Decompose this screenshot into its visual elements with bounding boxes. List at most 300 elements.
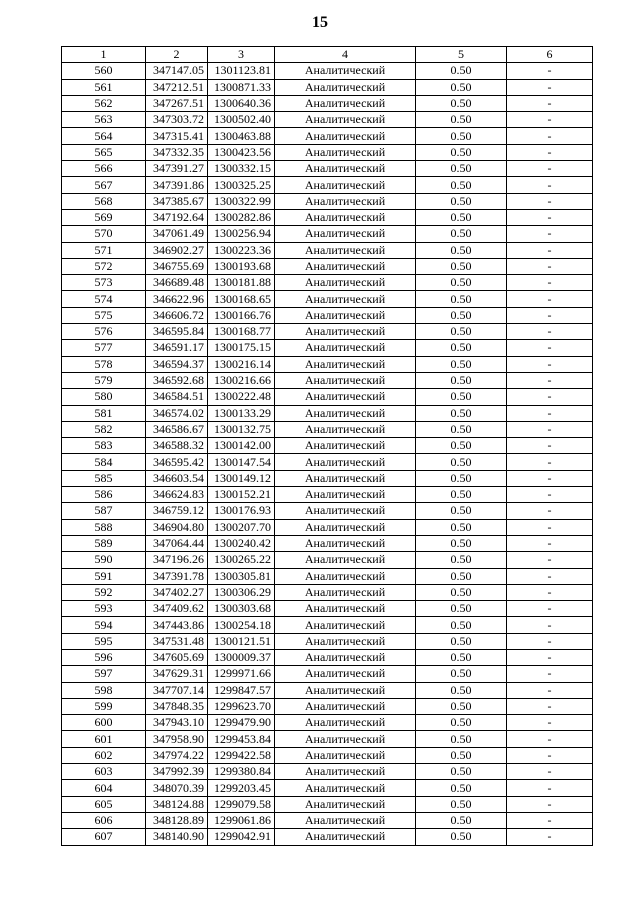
- table-row: [62, 421, 593, 437]
- table-row: [62, 438, 593, 454]
- x-coordinate-cell: 347192.64: [146, 209, 208, 225]
- note-cell: -: [507, 633, 593, 649]
- table-row: [62, 584, 593, 600]
- x-coordinate-cell: 347848.35: [146, 698, 208, 714]
- point-number-cell: 571: [62, 242, 146, 258]
- note-cell: -: [507, 324, 593, 340]
- y-coordinate-cell: 1299042.91: [208, 829, 275, 845]
- x-coordinate-cell: 346574.02: [146, 405, 208, 421]
- point-number-cell: 598: [62, 682, 146, 698]
- method-cell: Аналитический: [275, 356, 416, 372]
- table-row: [62, 161, 593, 177]
- y-coordinate-cell: 1300181.88: [208, 275, 275, 291]
- method-cell: Аналитический: [275, 454, 416, 470]
- point-number-cell: 587: [62, 503, 146, 519]
- note-cell: -: [507, 470, 593, 486]
- y-coordinate-cell: 1299422.58: [208, 747, 275, 763]
- table-row: [62, 568, 593, 584]
- y-coordinate-cell: 1300168.77: [208, 324, 275, 340]
- method-cell: Аналитический: [275, 764, 416, 780]
- point-number-cell: 568: [62, 193, 146, 209]
- point-number-cell: 565: [62, 144, 146, 160]
- accuracy-cell: 0.50: [416, 405, 507, 421]
- x-coordinate-cell: 347061.49: [146, 226, 208, 242]
- x-coordinate-cell: 348140.90: [146, 829, 208, 845]
- y-coordinate-cell: 1300265.22: [208, 552, 275, 568]
- note-cell: -: [507, 144, 593, 160]
- table-row: [62, 552, 593, 568]
- method-cell: Аналитический: [275, 372, 416, 388]
- y-coordinate-cell: 1300147.54: [208, 454, 275, 470]
- point-number-cell: 561: [62, 79, 146, 95]
- x-coordinate-cell: 346606.72: [146, 307, 208, 323]
- accuracy-cell: 0.50: [416, 275, 507, 291]
- y-coordinate-cell: 1300640.36: [208, 95, 275, 111]
- method-cell: Аналитический: [275, 698, 416, 714]
- table-row: [62, 372, 593, 388]
- x-coordinate-cell: 346591.17: [146, 340, 208, 356]
- x-coordinate-cell: 347315.41: [146, 128, 208, 144]
- method-cell: Аналитический: [275, 275, 416, 291]
- y-coordinate-cell: 1300133.29: [208, 405, 275, 421]
- point-number-cell: 591: [62, 568, 146, 584]
- accuracy-cell: 0.50: [416, 470, 507, 486]
- note-cell: -: [507, 552, 593, 568]
- accuracy-cell: 0.50: [416, 242, 507, 258]
- accuracy-cell: 0.50: [416, 389, 507, 405]
- accuracy-cell: 0.50: [416, 503, 507, 519]
- y-coordinate-cell: 1300322.99: [208, 193, 275, 209]
- method-cell: Аналитический: [275, 796, 416, 812]
- method-cell: Аналитический: [275, 79, 416, 95]
- table-row: [62, 503, 593, 519]
- method-cell: Аналитический: [275, 95, 416, 111]
- y-coordinate-cell: 1300132.75: [208, 421, 275, 437]
- point-number-cell: 588: [62, 519, 146, 535]
- accuracy-cell: 0.50: [416, 829, 507, 845]
- accuracy-cell: 0.50: [416, 226, 507, 242]
- point-number-cell: 573: [62, 275, 146, 291]
- accuracy-cell: 0.50: [416, 747, 507, 763]
- x-coordinate-cell: 347605.69: [146, 649, 208, 665]
- method-cell: Аналитический: [275, 568, 416, 584]
- table-row: [62, 780, 593, 796]
- method-cell: Аналитический: [275, 487, 416, 503]
- y-coordinate-cell: 1300240.42: [208, 535, 275, 551]
- accuracy-cell: 0.50: [416, 324, 507, 340]
- accuracy-cell: 0.50: [416, 584, 507, 600]
- note-cell: -: [507, 63, 593, 79]
- point-number-cell: 601: [62, 731, 146, 747]
- x-coordinate-cell: 347443.86: [146, 617, 208, 633]
- table-row: [62, 291, 593, 307]
- accuracy-cell: 0.50: [416, 209, 507, 225]
- point-number-cell: 590: [62, 552, 146, 568]
- x-coordinate-cell: 346622.96: [146, 291, 208, 307]
- point-number-cell: 600: [62, 715, 146, 731]
- x-coordinate-cell: 346595.42: [146, 454, 208, 470]
- accuracy-cell: 0.50: [416, 568, 507, 584]
- point-number-cell: 604: [62, 780, 146, 796]
- table-row: [62, 79, 593, 95]
- point-number-cell: 606: [62, 812, 146, 828]
- accuracy-cell: 0.50: [416, 144, 507, 160]
- accuracy-cell: 0.50: [416, 307, 507, 323]
- accuracy-cell: 0.50: [416, 682, 507, 698]
- note-cell: -: [507, 242, 593, 258]
- y-coordinate-cell: 1300332.15: [208, 161, 275, 177]
- y-coordinate-cell: 1299380.84: [208, 764, 275, 780]
- point-number-cell: 564: [62, 128, 146, 144]
- method-cell: Аналитический: [275, 584, 416, 600]
- accuracy-cell: 0.50: [416, 617, 507, 633]
- x-coordinate-cell: 346904.80: [146, 519, 208, 535]
- table-row: [62, 144, 593, 160]
- y-coordinate-cell: 1300149.12: [208, 470, 275, 486]
- method-cell: Аналитический: [275, 144, 416, 160]
- y-coordinate-cell: 1299623.70: [208, 698, 275, 714]
- x-coordinate-cell: 347332.35: [146, 144, 208, 160]
- method-cell: Аналитический: [275, 829, 416, 845]
- method-cell: Аналитический: [275, 715, 416, 731]
- y-coordinate-cell: 1300463.88: [208, 128, 275, 144]
- y-coordinate-cell: 1300254.18: [208, 617, 275, 633]
- y-coordinate-cell: 1299203.45: [208, 780, 275, 796]
- accuracy-cell: 0.50: [416, 421, 507, 437]
- y-coordinate-cell: 1299971.66: [208, 666, 275, 682]
- x-coordinate-cell: 346594.37: [146, 356, 208, 372]
- method-cell: Аналитический: [275, 519, 416, 535]
- x-coordinate-cell: 346603.54: [146, 470, 208, 486]
- note-cell: -: [507, 307, 593, 323]
- table-row: [62, 829, 593, 845]
- note-cell: -: [507, 682, 593, 698]
- x-coordinate-cell: 346586.67: [146, 421, 208, 437]
- y-coordinate-cell: 1300282.86: [208, 209, 275, 225]
- x-coordinate-cell: 346592.68: [146, 372, 208, 388]
- accuracy-cell: 0.50: [416, 128, 507, 144]
- y-coordinate-cell: 1300423.56: [208, 144, 275, 160]
- method-cell: Аналитический: [275, 258, 416, 274]
- point-number-cell: 592: [62, 584, 146, 600]
- method-cell: Аналитический: [275, 226, 416, 242]
- y-coordinate-cell: 1300142.00: [208, 438, 275, 454]
- point-number-cell: 602: [62, 747, 146, 763]
- point-number-cell: 603: [62, 764, 146, 780]
- x-coordinate-cell: 347385.67: [146, 193, 208, 209]
- accuracy-cell: 0.50: [416, 340, 507, 356]
- point-number-cell: 582: [62, 421, 146, 437]
- page-number: 15: [312, 14, 328, 31]
- note-cell: -: [507, 389, 593, 405]
- note-cell: -: [507, 715, 593, 731]
- accuracy-cell: 0.50: [416, 454, 507, 470]
- point-number-cell: 589: [62, 535, 146, 551]
- method-cell: Аналитический: [275, 340, 416, 356]
- y-coordinate-cell: 1300325.25: [208, 177, 275, 193]
- y-coordinate-cell: 1300256.94: [208, 226, 275, 242]
- method-cell: Аналитический: [275, 470, 416, 486]
- method-cell: Аналитический: [275, 747, 416, 763]
- coordinates-table: [61, 46, 593, 846]
- note-cell: -: [507, 617, 593, 633]
- y-coordinate-cell: 1300176.93: [208, 503, 275, 519]
- y-coordinate-cell: 1299079.58: [208, 796, 275, 812]
- table-row: [62, 519, 593, 535]
- note-cell: -: [507, 503, 593, 519]
- table-row: [62, 340, 593, 356]
- note-cell: -: [507, 372, 593, 388]
- table-row: [62, 193, 593, 209]
- point-number-cell: 583: [62, 438, 146, 454]
- method-cell: Аналитический: [275, 649, 416, 665]
- point-number-cell: 605: [62, 796, 146, 812]
- note-cell: -: [507, 128, 593, 144]
- accuracy-cell: 0.50: [416, 258, 507, 274]
- accuracy-cell: 0.50: [416, 731, 507, 747]
- note-cell: -: [507, 649, 593, 665]
- table-row: [62, 112, 593, 128]
- y-coordinate-cell: 1300216.14: [208, 356, 275, 372]
- x-coordinate-cell: 348070.39: [146, 780, 208, 796]
- accuracy-cell: 0.50: [416, 780, 507, 796]
- point-number-cell: 579: [62, 372, 146, 388]
- accuracy-cell: 0.50: [416, 812, 507, 828]
- method-cell: Аналитический: [275, 617, 416, 633]
- y-coordinate-cell: 1299479.90: [208, 715, 275, 731]
- accuracy-cell: 0.50: [416, 552, 507, 568]
- point-number-cell: 595: [62, 633, 146, 649]
- method-cell: Аналитический: [275, 731, 416, 747]
- note-cell: -: [507, 340, 593, 356]
- y-coordinate-cell: 1300222.48: [208, 389, 275, 405]
- y-coordinate-cell: 1300306.29: [208, 584, 275, 600]
- accuracy-cell: 0.50: [416, 698, 507, 714]
- x-coordinate-cell: 347303.72: [146, 112, 208, 128]
- x-coordinate-cell: 346584.51: [146, 389, 208, 405]
- point-number-cell: 584: [62, 454, 146, 470]
- point-number-cell: 570: [62, 226, 146, 242]
- column-header: 4: [275, 47, 416, 63]
- accuracy-cell: 0.50: [416, 487, 507, 503]
- point-number-cell: 574: [62, 291, 146, 307]
- note-cell: -: [507, 698, 593, 714]
- table-row: [62, 209, 593, 225]
- accuracy-cell: 0.50: [416, 633, 507, 649]
- method-cell: Аналитический: [275, 193, 416, 209]
- method-cell: Аналитический: [275, 780, 416, 796]
- table-row: [62, 617, 593, 633]
- x-coordinate-cell: 348128.89: [146, 812, 208, 828]
- note-cell: -: [507, 79, 593, 95]
- table-row: [62, 389, 593, 405]
- point-number-cell: 594: [62, 617, 146, 633]
- note-cell: -: [507, 421, 593, 437]
- note-cell: -: [507, 780, 593, 796]
- table-row: [62, 682, 593, 698]
- accuracy-cell: 0.50: [416, 356, 507, 372]
- note-cell: -: [507, 112, 593, 128]
- y-coordinate-cell: 1299453.84: [208, 731, 275, 747]
- y-coordinate-cell: 1300223.36: [208, 242, 275, 258]
- note-cell: -: [507, 275, 593, 291]
- accuracy-cell: 0.50: [416, 372, 507, 388]
- table-row: [62, 715, 593, 731]
- method-cell: Аналитический: [275, 666, 416, 682]
- x-coordinate-cell: 347267.51: [146, 95, 208, 111]
- x-coordinate-cell: 346689.48: [146, 275, 208, 291]
- method-cell: Аналитический: [275, 209, 416, 225]
- point-number-cell: 585: [62, 470, 146, 486]
- method-cell: Аналитический: [275, 112, 416, 128]
- point-number-cell: 580: [62, 389, 146, 405]
- table-row: [62, 731, 593, 747]
- note-cell: -: [507, 405, 593, 421]
- note-cell: -: [507, 356, 593, 372]
- method-cell: Аналитический: [275, 161, 416, 177]
- y-coordinate-cell: 1301123.81: [208, 63, 275, 79]
- table-row: [62, 535, 593, 551]
- table-row: [62, 242, 593, 258]
- x-coordinate-cell: 347707.14: [146, 682, 208, 698]
- note-cell: -: [507, 438, 593, 454]
- method-cell: Аналитический: [275, 601, 416, 617]
- note-cell: -: [507, 829, 593, 845]
- table-row: [62, 649, 593, 665]
- table-row: [62, 812, 593, 828]
- note-cell: -: [507, 226, 593, 242]
- y-coordinate-cell: 1300168.65: [208, 291, 275, 307]
- table-row: [62, 601, 593, 617]
- note-cell: -: [507, 487, 593, 503]
- note-cell: -: [507, 454, 593, 470]
- table-row: [62, 177, 593, 193]
- table-row: [62, 275, 593, 291]
- point-number-cell: 563: [62, 112, 146, 128]
- x-coordinate-cell: 346759.12: [146, 503, 208, 519]
- y-coordinate-cell: 1300121.51: [208, 633, 275, 649]
- table-row: [62, 324, 593, 340]
- y-coordinate-cell: 1300502.40: [208, 112, 275, 128]
- y-coordinate-cell: 1300216.66: [208, 372, 275, 388]
- point-number-cell: 566: [62, 161, 146, 177]
- note-cell: -: [507, 535, 593, 551]
- accuracy-cell: 0.50: [416, 535, 507, 551]
- accuracy-cell: 0.50: [416, 519, 507, 535]
- x-coordinate-cell: 346588.32: [146, 438, 208, 454]
- x-coordinate-cell: 346902.27: [146, 242, 208, 258]
- note-cell: -: [507, 291, 593, 307]
- table-row: [62, 356, 593, 372]
- table-row: [62, 128, 593, 144]
- x-coordinate-cell: 347402.27: [146, 584, 208, 600]
- y-coordinate-cell: 1300193.68: [208, 258, 275, 274]
- note-cell: -: [507, 584, 593, 600]
- method-cell: Аналитический: [275, 63, 416, 79]
- x-coordinate-cell: 348124.88: [146, 796, 208, 812]
- accuracy-cell: 0.50: [416, 601, 507, 617]
- method-cell: Аналитический: [275, 552, 416, 568]
- point-number-cell: 577: [62, 340, 146, 356]
- note-cell: -: [507, 747, 593, 763]
- x-coordinate-cell: 346624.83: [146, 487, 208, 503]
- y-coordinate-cell: 1300152.21: [208, 487, 275, 503]
- note-cell: -: [507, 796, 593, 812]
- y-coordinate-cell: 1300166.76: [208, 307, 275, 323]
- point-number-cell: 575: [62, 307, 146, 323]
- method-cell: Аналитический: [275, 682, 416, 698]
- table-body: [62, 63, 593, 845]
- accuracy-cell: 0.50: [416, 177, 507, 193]
- method-cell: Аналитический: [275, 633, 416, 649]
- point-number-cell: 597: [62, 666, 146, 682]
- column-header: 1: [62, 47, 146, 63]
- accuracy-cell: 0.50: [416, 95, 507, 111]
- note-cell: -: [507, 193, 593, 209]
- note-cell: -: [507, 731, 593, 747]
- y-coordinate-cell: 1300871.33: [208, 79, 275, 95]
- column-header: 6: [507, 47, 593, 63]
- accuracy-cell: 0.50: [416, 79, 507, 95]
- note-cell: -: [507, 161, 593, 177]
- accuracy-cell: 0.50: [416, 161, 507, 177]
- x-coordinate-cell: 347958.90: [146, 731, 208, 747]
- accuracy-cell: 0.50: [416, 291, 507, 307]
- accuracy-cell: 0.50: [416, 193, 507, 209]
- x-coordinate-cell: 347391.86: [146, 177, 208, 193]
- method-cell: Аналитический: [275, 405, 416, 421]
- method-cell: Аналитический: [275, 128, 416, 144]
- table-row: [62, 764, 593, 780]
- accuracy-cell: 0.50: [416, 438, 507, 454]
- method-cell: Аналитический: [275, 421, 416, 437]
- note-cell: -: [507, 177, 593, 193]
- table-row: [62, 307, 593, 323]
- note-cell: -: [507, 601, 593, 617]
- method-cell: Аналитический: [275, 503, 416, 519]
- accuracy-cell: 0.50: [416, 666, 507, 682]
- note-cell: -: [507, 258, 593, 274]
- table-row: [62, 470, 593, 486]
- table-row: [62, 633, 593, 649]
- y-coordinate-cell: 1300303.68: [208, 601, 275, 617]
- y-coordinate-cell: 1300305.81: [208, 568, 275, 584]
- point-number-cell: 586: [62, 487, 146, 503]
- note-cell: -: [507, 95, 593, 111]
- x-coordinate-cell: 347992.39: [146, 764, 208, 780]
- table-row: [62, 63, 593, 79]
- method-cell: Аналитический: [275, 242, 416, 258]
- x-coordinate-cell: 346755.69: [146, 258, 208, 274]
- x-coordinate-cell: 347531.48: [146, 633, 208, 649]
- table-row: [62, 747, 593, 763]
- x-coordinate-cell: 347974.22: [146, 747, 208, 763]
- method-cell: Аналитический: [275, 812, 416, 828]
- table-row: [62, 487, 593, 503]
- column-header: 2: [146, 47, 208, 63]
- table-row: [62, 226, 593, 242]
- method-cell: Аналитический: [275, 535, 416, 551]
- table-row: [62, 95, 593, 111]
- point-number-cell: 560: [62, 63, 146, 79]
- method-cell: Аналитический: [275, 307, 416, 323]
- x-coordinate-cell: 347212.51: [146, 79, 208, 95]
- method-cell: Аналитический: [275, 324, 416, 340]
- point-number-cell: 569: [62, 209, 146, 225]
- x-coordinate-cell: 346595.84: [146, 324, 208, 340]
- x-coordinate-cell: 347943.10: [146, 715, 208, 731]
- note-cell: -: [507, 209, 593, 225]
